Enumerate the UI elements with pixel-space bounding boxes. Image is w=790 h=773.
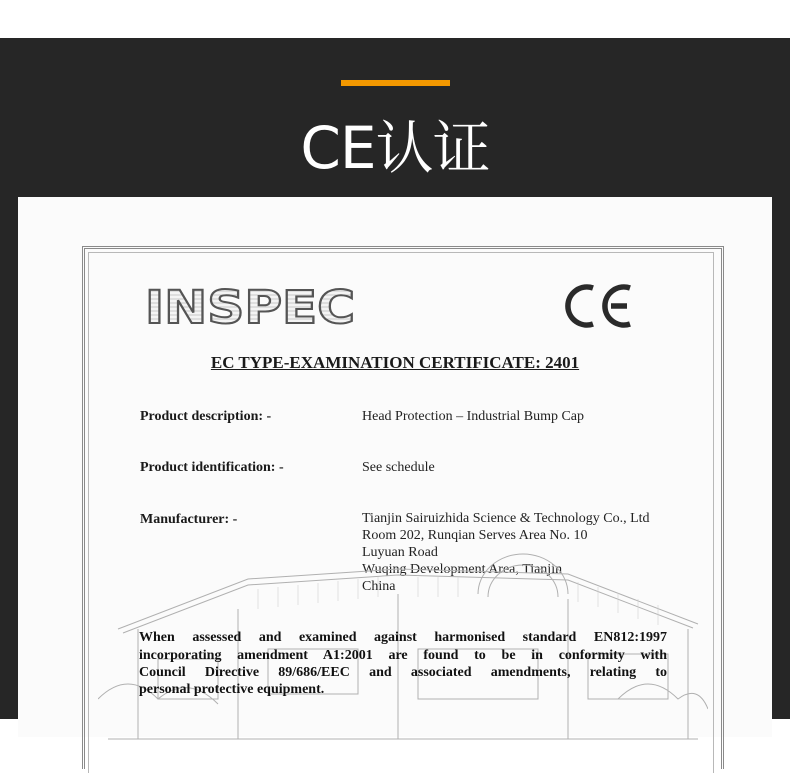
ce-mark-icon (564, 281, 636, 331)
statement-line-3: Council Directive 89/686/EEC and associated amendments, relating to (139, 665, 667, 680)
product-identification-value: See schedule (362, 460, 435, 475)
certificate-paper (18, 197, 772, 737)
inspec-logo-text: INSPEC (145, 285, 355, 327)
statement-line-2: incorporating amendment A1:2001 are found to be in conformity with (139, 647, 667, 663)
top-margin (0, 0, 790, 38)
manufacturer-label: Manufacturer: - (140, 512, 238, 527)
accent-bar (341, 80, 450, 86)
product-identification-label: Product identification: - (140, 460, 284, 475)
conformity-statement (139, 629, 667, 682)
page-heading: CE认证 (300, 114, 490, 182)
statement-line-4: personal protective equipment. (139, 682, 325, 697)
certificate-title: EC TYPE-EXAMINATION CERTIFICATE: 2401 (210, 353, 580, 372)
inspec-logo (143, 285, 358, 327)
statement-line-1: When assessed and examined against harmonised standard EN812:1997 (139, 630, 667, 645)
manufacturer-name: Tianjin Sairuizhida Science & Technology Co., Ltd (362, 511, 650, 526)
product-description-value: Head Protection – Industrial Bump Cap (362, 409, 585, 424)
address-line-2: Luyuan Road (362, 545, 438, 560)
product-description-label: Product description: - (140, 409, 272, 424)
address-line-1: Room 202, Runqian Serves Area No. 10 (362, 528, 588, 543)
address-line-4: China (362, 579, 396, 594)
address-line-3: Wuqing Development Area, Tianjin (362, 562, 563, 577)
